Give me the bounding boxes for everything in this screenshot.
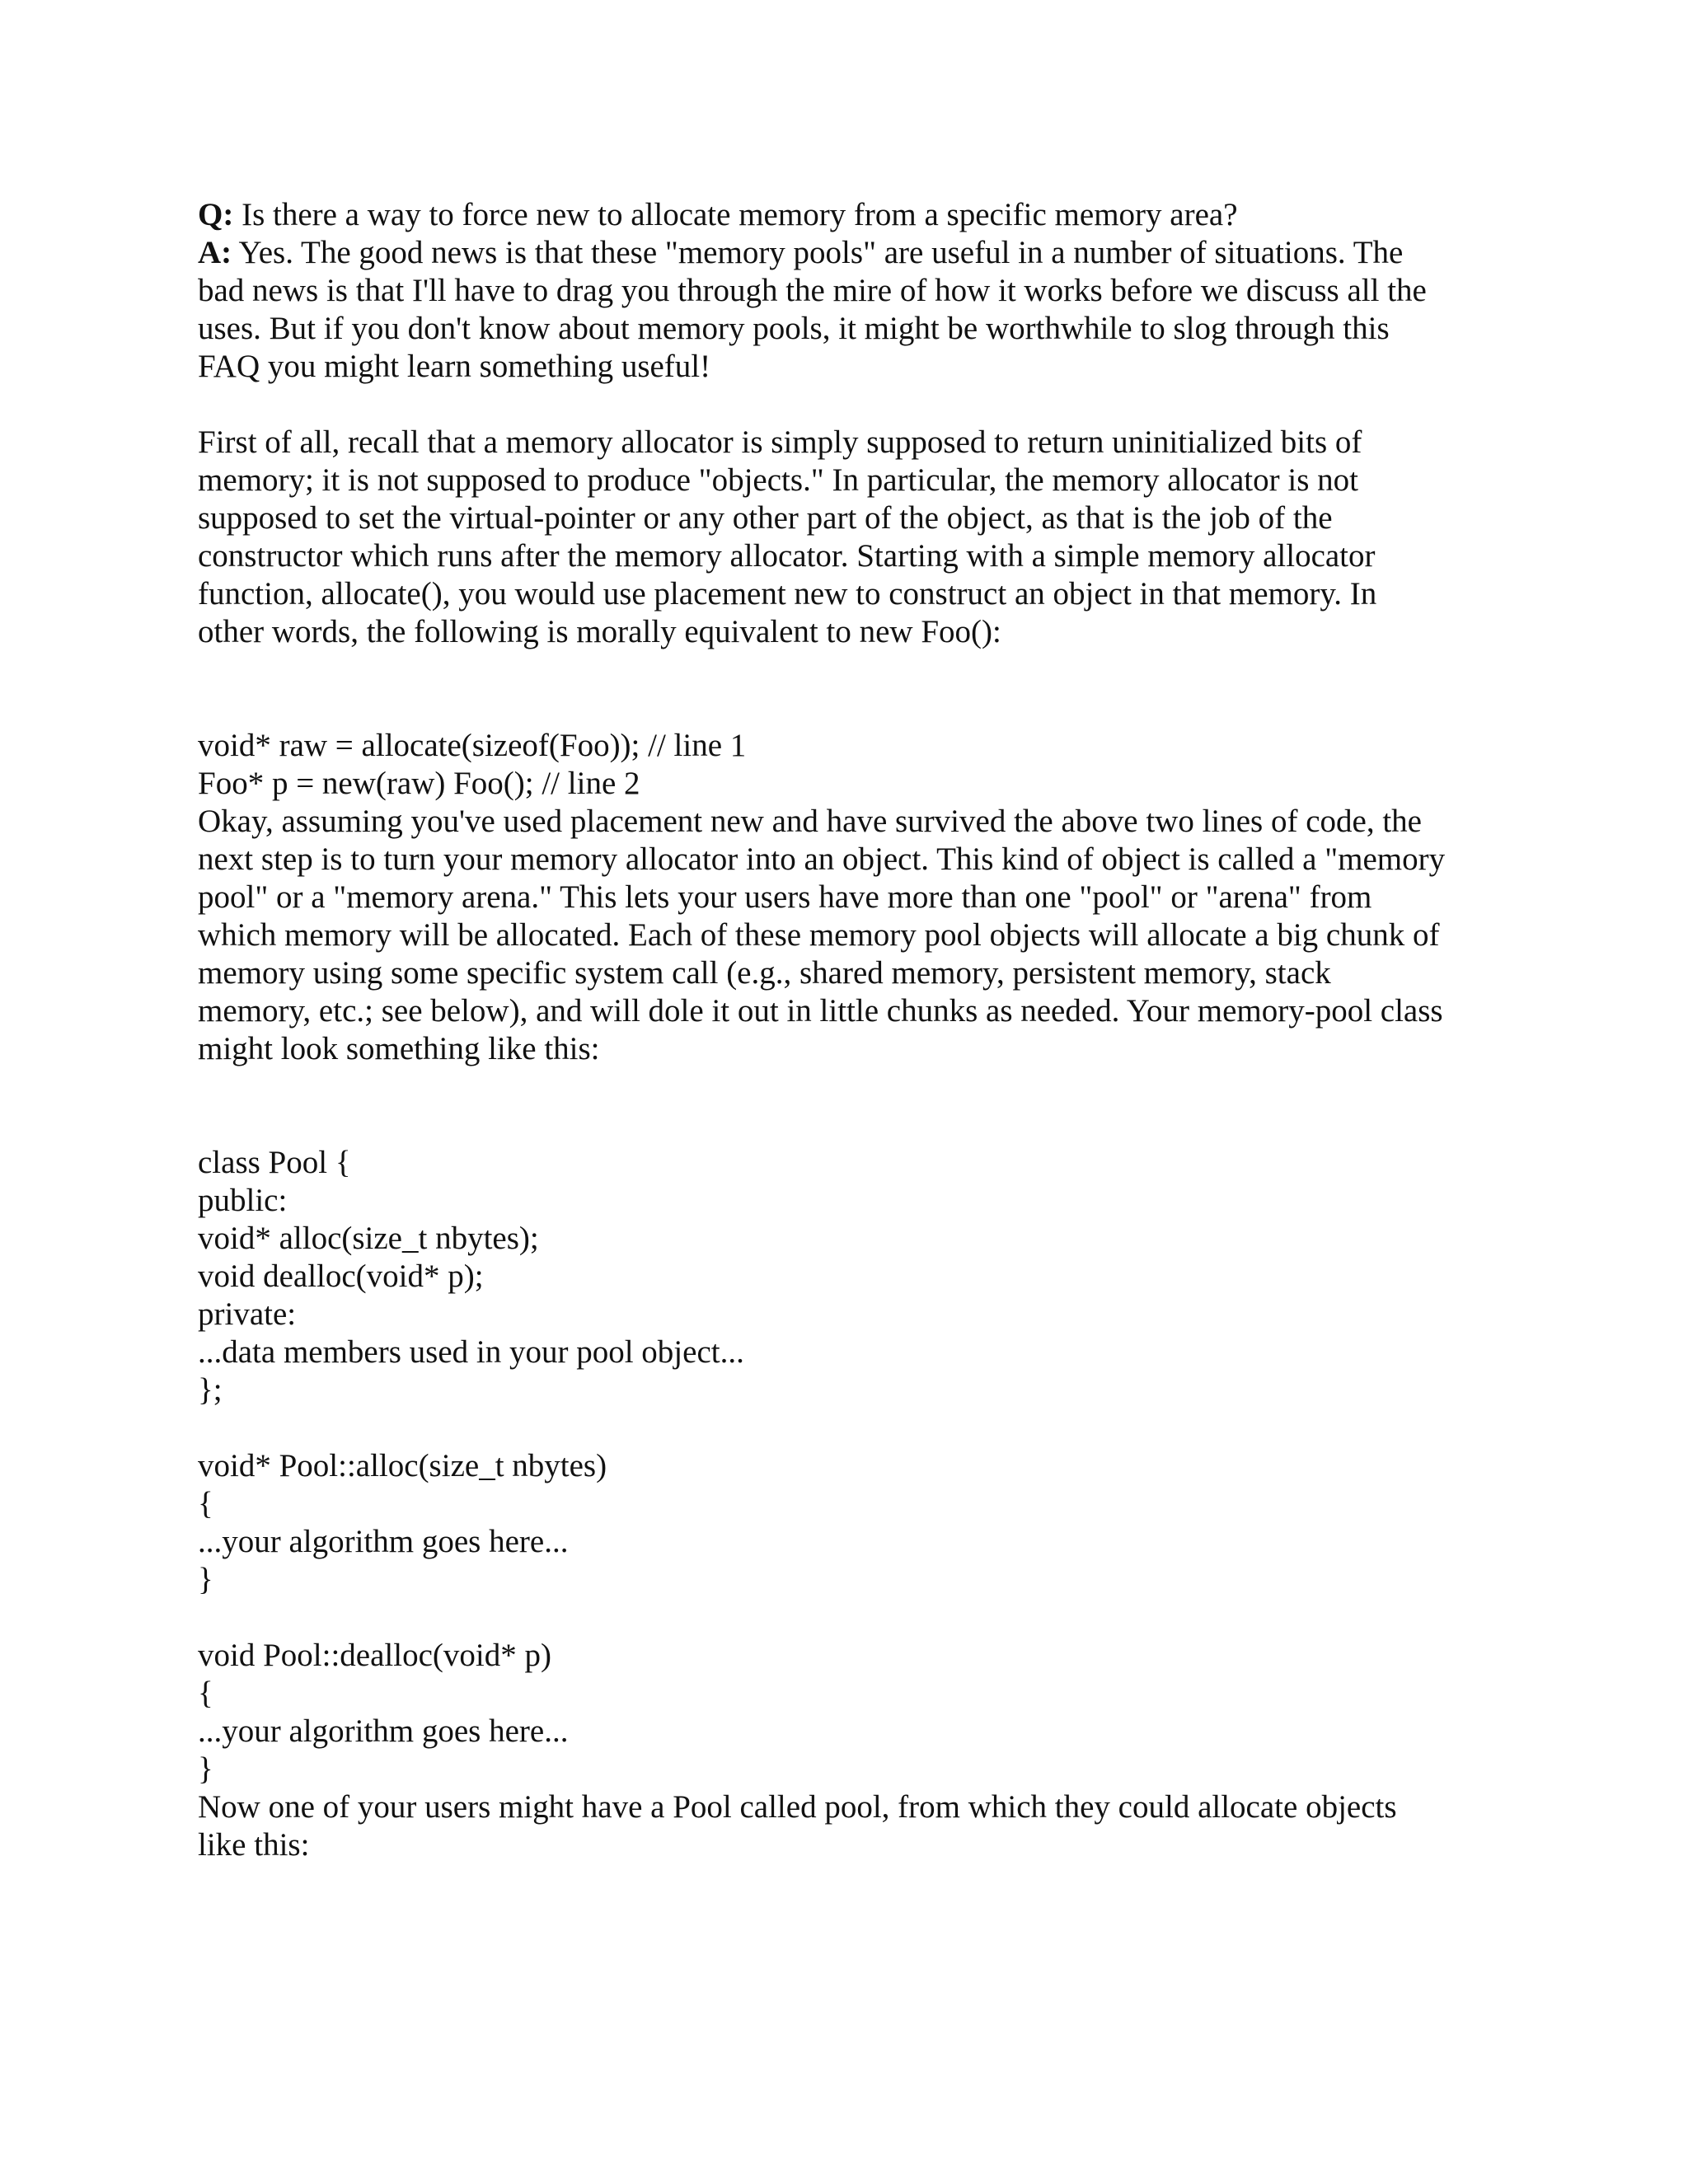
paragraph-2-line: might look something like this: bbox=[198, 1031, 600, 1066]
code-line: { bbox=[198, 1486, 213, 1521]
paragraph-3 bbox=[198, 1788, 1517, 1864]
answer-label: A: bbox=[198, 235, 232, 270]
paragraph-2-line: memory, etc.; see below), and will dole it out in little chunks as needed. Your memory-pool class bbox=[198, 993, 1443, 1029]
paragraph-2-line: pool" or a "memory arena." This lets your users have more than one "pool" or "arena" from bbox=[198, 879, 1372, 915]
paragraph-1-line: First of all, recall that a memory allocator is simply supposed to return uninitialized bits of bbox=[198, 424, 1362, 460]
code-line: void* Pool::alloc(size_t nbytes) bbox=[198, 1448, 607, 1483]
paragraph-1-line: other words, the following is morally equivalent to new Foo(): bbox=[198, 614, 1001, 649]
code-line: } bbox=[198, 1562, 213, 1597]
paragraph-2 bbox=[198, 803, 1517, 1068]
code-line: ...data members used in your pool object... bbox=[198, 1334, 744, 1370]
code-block-3 bbox=[198, 1447, 1517, 1599]
code-line: Foo* p = new(raw) Foo(); // line 2 bbox=[198, 766, 640, 801]
question-text: Is there a way to force new to allocate memory from a specific memory area? bbox=[233, 197, 1238, 232]
paragraph-2-line: memory using some specific system call (e.g., shared memory, persistent memory, stack bbox=[198, 955, 1331, 991]
code-line: void* alloc(size_t nbytes); bbox=[198, 1221, 539, 1256]
question-line bbox=[198, 196, 1517, 234]
document-page bbox=[198, 196, 1517, 1864]
code-line: }; bbox=[198, 1372, 223, 1408]
paragraph-2-line: which memory will be allocated. Each of these memory pool objects will allocate a big chunk of bbox=[198, 917, 1440, 953]
code-line: ...your algorithm goes here... bbox=[198, 1713, 569, 1749]
paragraph-1-line: constructor which runs after the memory allocator. Starting with a simple memory allocator bbox=[198, 538, 1376, 574]
paragraph-1-line: function, allocate(), you would use placement new to construct an object in that memory. In bbox=[198, 576, 1377, 612]
spacer bbox=[198, 1068, 1517, 1144]
paragraph-3-line: like this: bbox=[198, 1827, 310, 1863]
spacer bbox=[198, 386, 1517, 424]
paragraph-1-line: supposed to set the virtual-pointer or any other part of the object, as that is the job of the bbox=[198, 500, 1333, 536]
paragraph-2-line: Okay, assuming you've used placement new and have survived the above two lines of code, the bbox=[198, 804, 1422, 839]
answer-text-3: uses. But if you don't know about memory pools, it might be worthwhile to slog through this bbox=[198, 311, 1390, 346]
code-block-2 bbox=[198, 1144, 1517, 1409]
code-line: { bbox=[198, 1675, 213, 1711]
spacer bbox=[198, 1409, 1517, 1447]
question-label: Q: bbox=[198, 197, 234, 232]
answer-text-1: Yes. The good news is that these "memory pools" are useful in a number of situations. The bbox=[232, 235, 1404, 270]
code-line: void Pool::dealloc(void* p) bbox=[198, 1638, 551, 1673]
code-line: ...your algorithm goes here... bbox=[198, 1524, 569, 1559]
code-line: } bbox=[198, 1751, 213, 1787]
paragraph-1-line: memory; it is not supposed to produce "objects." In particular, the memory allocator is not bbox=[198, 462, 1358, 498]
code-line: private: bbox=[198, 1296, 297, 1332]
code-line: void* raw = allocate(sizeof(Foo)); // line 1 bbox=[198, 728, 747, 763]
spacer bbox=[198, 1599, 1517, 1637]
code-line: void dealloc(void* p); bbox=[198, 1258, 484, 1294]
answer-line-1 bbox=[198, 234, 1517, 272]
qa-section bbox=[198, 196, 1517, 386]
answer-text-4: FAQ you might learn something useful! bbox=[198, 349, 711, 384]
code-block-1 bbox=[198, 727, 1517, 803]
paragraph-2-line: next step is to turn your memory allocator into an object. This kind of object is called a "memory bbox=[198, 841, 1446, 877]
code-line: public: bbox=[198, 1183, 288, 1218]
paragraph-1 bbox=[198, 424, 1517, 651]
answer-text-2: bad news is that I'll have to drag you through the mire of how it works before we discuss all the bbox=[198, 273, 1427, 308]
spacer bbox=[198, 651, 1517, 727]
paragraph-3-line: Now one of your users might have a Pool called pool, from which they could allocate objects bbox=[198, 1789, 1397, 1825]
code-block-4 bbox=[198, 1637, 1517, 1788]
code-line: class Pool { bbox=[198, 1145, 351, 1180]
